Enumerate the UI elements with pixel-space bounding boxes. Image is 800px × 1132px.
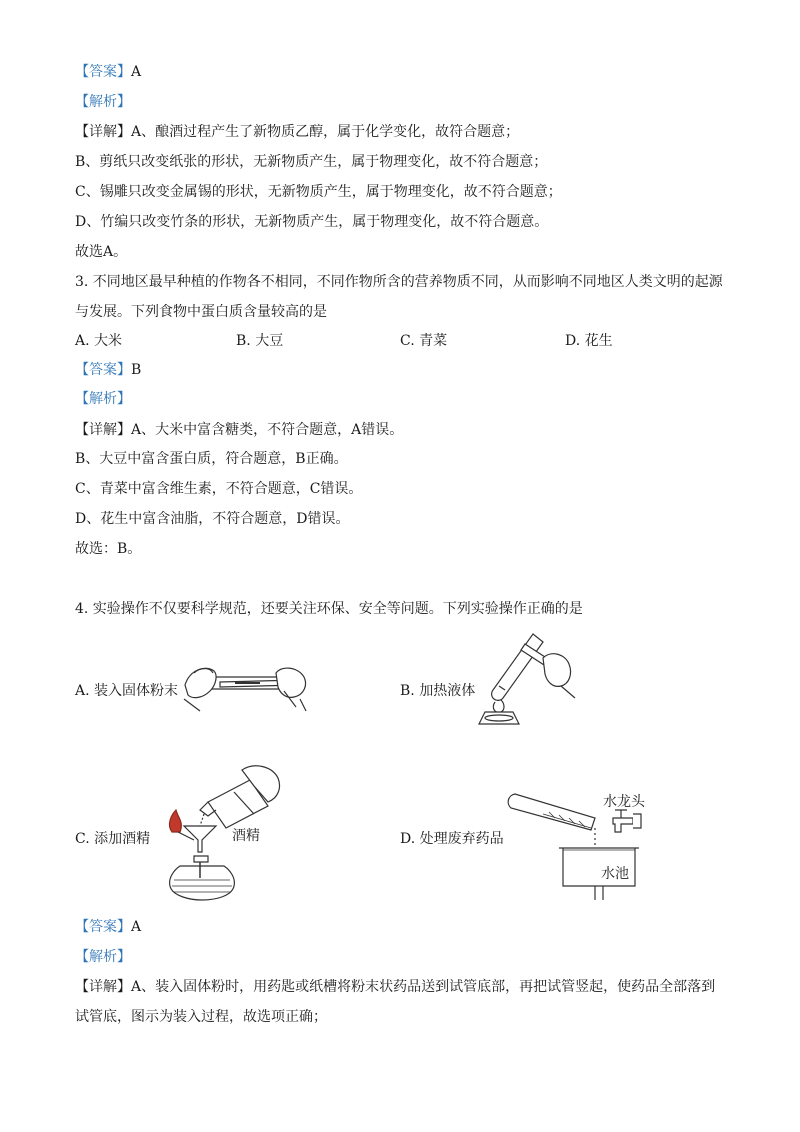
figure-d-illustration <box>503 788 663 903</box>
detail-tag: 【详解】 <box>75 422 131 438</box>
analysis-tag: 【解析】 <box>75 94 131 110</box>
q3-option-d: D. 花生 <box>565 333 613 349</box>
figure-b-label: B. 加热液体 <box>400 683 476 699</box>
figure-c-label: C. 添加酒精 <box>75 831 151 847</box>
q2-detail-b: B、剪纸只改变纸张的形状，无新物质产生，属于物理变化，故不符合题意； <box>75 154 548 170</box>
detail-text: A、装入固体粉时，用药匙或纸槽将粉末状药品送到试管底部，再把试管竖起，使药品全部落到 <box>131 979 716 995</box>
answer-tag: 【答案】 <box>75 919 131 935</box>
q4-detail-line1 <box>75 978 715 996</box>
sink-label: 水池 <box>601 866 629 882</box>
q3-conclusion: 故选：B。 <box>75 541 142 557</box>
q3-option-b: B. 大豆 <box>236 333 284 349</box>
q3-detail-line <box>75 421 403 439</box>
analysis-tag: 【解析】 <box>75 391 131 407</box>
answer-value: A <box>131 919 142 935</box>
q2-detail-d: D、竹编只改变竹条的形状，无新物质产生，属于物理变化，故不符合题意。 <box>75 214 549 230</box>
figure-a-label: A. 装入固体粉末 <box>75 683 179 699</box>
q3-option-c: C. 青菜 <box>400 333 448 349</box>
answer-value: B <box>131 362 142 378</box>
q3-detail-b: B、大豆中富含蛋白质，符合题意，B正确。 <box>75 451 348 467</box>
faucet-label: 水龙头 <box>603 794 645 810</box>
answer-tag: 【答案】 <box>75 64 131 80</box>
q2-conclusion: 故选A。 <box>75 244 128 260</box>
q3-detail-d: D、花生中富含油脂，不符合题意，D错误。 <box>75 511 350 527</box>
detail-tag: 【详解】 <box>75 124 131 140</box>
q3-stem-line2: 与发展。下列食物中蛋白质含量较高的是 <box>75 304 327 320</box>
figure-d-label: D. 处理废弃药品 <box>400 831 504 847</box>
q4-answer-line <box>75 918 141 936</box>
figure-c-illustration <box>150 762 290 902</box>
answer-value: A <box>131 64 142 80</box>
analysis-tag: 【解析】 <box>75 949 131 965</box>
answer-tag: 【答案】 <box>75 362 131 378</box>
detail-text: A、酿酒过程产生了新物质乙醇，属于化学变化，故符合题意； <box>131 124 520 140</box>
q2-answer-line <box>75 63 141 81</box>
q3-option-a: A. 大米 <box>75 333 123 349</box>
detail-text: A、大米中富含糖类，不符合题意，A错误。 <box>131 422 404 438</box>
q3-answer-line <box>75 361 141 379</box>
figure-b-illustration <box>465 628 585 728</box>
q2-detail-line <box>75 123 519 141</box>
q2-detail-c: C、锡雕只改变金属锡的形状，无新物质产生，属于物理变化，故不符合题意； <box>75 184 562 200</box>
q4-stem: 4. 实验操作不仅要科学规范，还要关注环保、安全等问题。下列实验操作正确的是 <box>75 601 583 617</box>
detail-tag: 【详解】 <box>75 979 131 995</box>
figure-a-illustration <box>180 655 310 715</box>
q3-detail-c: C、青菜中富含维生素，不符合题意，C错误。 <box>75 481 363 497</box>
q3-stem-line1: 3. 不同地区最早种植的作物各不相同，不同作物所含的营养物质不同，从而影响不同地区人类文明的起源 <box>75 274 723 290</box>
alcohol-label: 酒精 <box>232 828 260 844</box>
q4-detail-line2: 试管底，图示为装入过程，故选项正确； <box>75 1009 327 1025</box>
